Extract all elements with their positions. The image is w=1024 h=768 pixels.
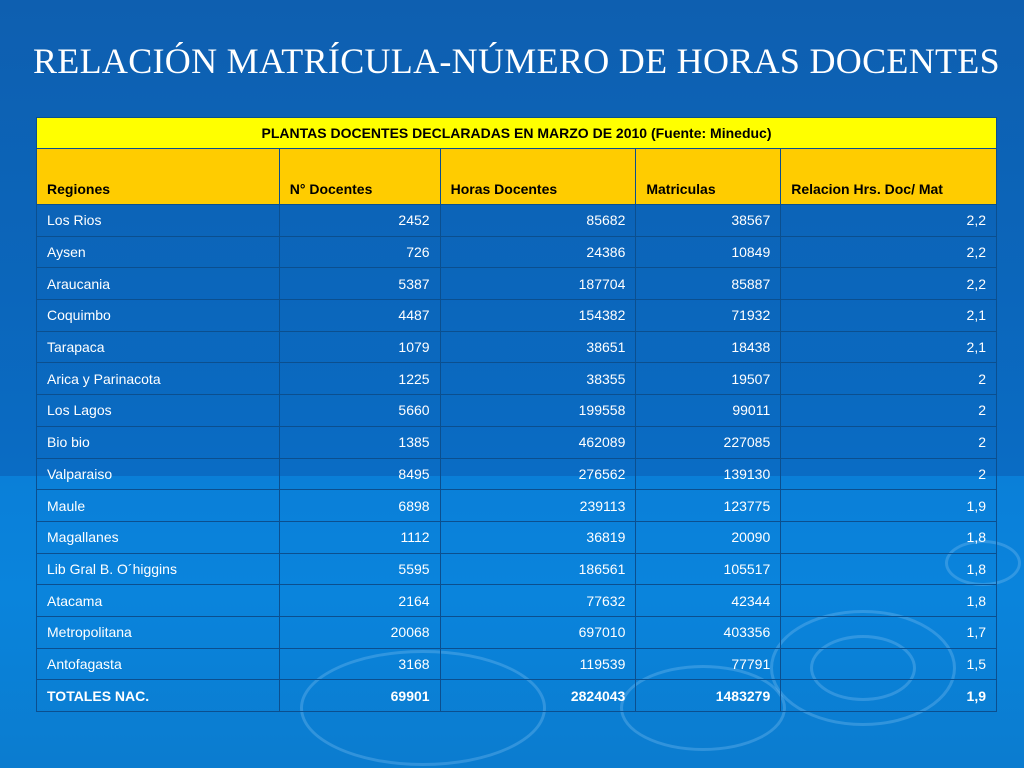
table-row: [37, 426, 997, 458]
relacion-cell: 1,8: [781, 585, 997, 617]
matriculas-cell: 227085: [636, 426, 781, 458]
docentes-cell: 8495: [279, 458, 440, 490]
horas-cell: 154382: [440, 300, 636, 332]
teacher-hours-table: [36, 117, 997, 712]
relacion-cell: 2,2: [781, 236, 997, 268]
matriculas-cell: 42344: [636, 585, 781, 617]
table-row: [37, 616, 997, 648]
region-cell: Bio bio: [37, 426, 280, 458]
relacion-cell: 2: [781, 458, 997, 490]
matriculas-cell: 85887: [636, 268, 781, 300]
horas-cell: 697010: [440, 616, 636, 648]
docentes-cell: 5387: [279, 268, 440, 300]
table-caption-row: [37, 118, 997, 149]
region-cell: Metropolitana: [37, 616, 280, 648]
matriculas-cell: 139130: [636, 458, 781, 490]
matriculas-cell: 77791: [636, 648, 781, 680]
table-row: [37, 458, 997, 490]
table-row: [37, 585, 997, 617]
header-matriculas: Matriculas: [636, 149, 781, 205]
horas-cell: 276562: [440, 458, 636, 490]
table-row: [37, 553, 997, 585]
horas-cell: 38355: [440, 363, 636, 395]
horas-cell: 119539: [440, 648, 636, 680]
region-cell: Los Lagos: [37, 395, 280, 427]
table-row: [37, 300, 997, 332]
horas-cell: 38651: [440, 331, 636, 363]
matriculas-cell: 71932: [636, 300, 781, 332]
docentes-cell: 1385: [279, 426, 440, 458]
horas-cell: 36819: [440, 521, 636, 553]
docentes-cell: 4487: [279, 300, 440, 332]
matriculas-cell: 99011: [636, 395, 781, 427]
region-cell: Maule: [37, 490, 280, 522]
docentes-cell: 1225: [279, 363, 440, 395]
docentes-cell: 6898: [279, 490, 440, 522]
table-row: [37, 236, 997, 268]
docentes-cell: 1079: [279, 331, 440, 363]
region-cell: Antofagasta: [37, 648, 280, 680]
horas-cell: 77632: [440, 585, 636, 617]
region-cell: Araucania: [37, 268, 280, 300]
table-row: [37, 648, 997, 680]
total-horas-cell: 2824043: [440, 680, 636, 712]
region-cell: Los Rios: [37, 205, 280, 237]
relacion-cell: 1,7: [781, 616, 997, 648]
table-row: [37, 521, 997, 553]
relacion-cell: 2: [781, 426, 997, 458]
matriculas-cell: 123775: [636, 490, 781, 522]
region-cell: Lib Gral B. O´higgins: [37, 553, 280, 585]
relacion-cell: 2,2: [781, 205, 997, 237]
table-row: [37, 331, 997, 363]
relacion-cell: 2,2: [781, 268, 997, 300]
matriculas-cell: 105517: [636, 553, 781, 585]
relacion-cell: 2,1: [781, 300, 997, 332]
region-cell: Atacama: [37, 585, 280, 617]
total-matriculas-cell: 1483279: [636, 680, 781, 712]
table-row: [37, 490, 997, 522]
table-row: [37, 363, 997, 395]
relacion-cell: 1,8: [781, 553, 997, 585]
horas-cell: 187704: [440, 268, 636, 300]
relacion-cell: 1,5: [781, 648, 997, 680]
table-row: [37, 205, 997, 237]
totals-row: [37, 680, 997, 712]
slide-title: RELACIÓN MATRÍCULA-NÚMERO DE HORAS DOCENTES: [33, 41, 1000, 81]
matriculas-cell: 18438: [636, 331, 781, 363]
table-row: [37, 395, 997, 427]
matriculas-cell: 38567: [636, 205, 781, 237]
header-n-docentes: N° Docentes: [279, 149, 440, 205]
horas-cell: 199558: [440, 395, 636, 427]
region-cell: Aysen: [37, 236, 280, 268]
matriculas-cell: 19507: [636, 363, 781, 395]
relacion-cell: 2,1: [781, 331, 997, 363]
docentes-cell: 20068: [279, 616, 440, 648]
docentes-cell: 3168: [279, 648, 440, 680]
header-horas-docentes: Horas Docentes: [440, 149, 636, 205]
table-caption: PLANTAS DOCENTES DECLARADAS EN MARZO DE 2010 (Fuente: Mineduc): [37, 118, 997, 149]
relacion-cell: 1,8: [781, 521, 997, 553]
table-row: [37, 268, 997, 300]
horas-cell: 24386: [440, 236, 636, 268]
table-header-row: [37, 149, 997, 205]
docentes-cell: 5660: [279, 395, 440, 427]
matriculas-cell: 10849: [636, 236, 781, 268]
header-relacion: Relacion Hrs. Doc/ Mat: [781, 149, 997, 205]
matriculas-cell: 403356: [636, 616, 781, 648]
docentes-cell: 2164: [279, 585, 440, 617]
header-regiones: Regiones: [37, 149, 280, 205]
docentes-cell: 5595: [279, 553, 440, 585]
relacion-cell: 1,9: [781, 490, 997, 522]
region-cell: Arica y Parinacota: [37, 363, 280, 395]
region-cell: Tarapaca: [37, 331, 280, 363]
relacion-cell: 2: [781, 363, 997, 395]
region-cell: Valparaiso: [37, 458, 280, 490]
horas-cell: 239113: [440, 490, 636, 522]
total-region-cell: TOTALES NAC.: [37, 680, 280, 712]
matriculas-cell: 20090: [636, 521, 781, 553]
relacion-cell: 2: [781, 395, 997, 427]
horas-cell: 186561: [440, 553, 636, 585]
total-relacion-cell: 1,9: [781, 680, 997, 712]
docentes-cell: 2452: [279, 205, 440, 237]
docentes-cell: 1112: [279, 521, 440, 553]
horas-cell: 85682: [440, 205, 636, 237]
region-cell: Coquimbo: [37, 300, 280, 332]
region-cell: Magallanes: [37, 521, 280, 553]
docentes-cell: 726: [279, 236, 440, 268]
horas-cell: 462089: [440, 426, 636, 458]
total-docentes-cell: 69901: [279, 680, 440, 712]
